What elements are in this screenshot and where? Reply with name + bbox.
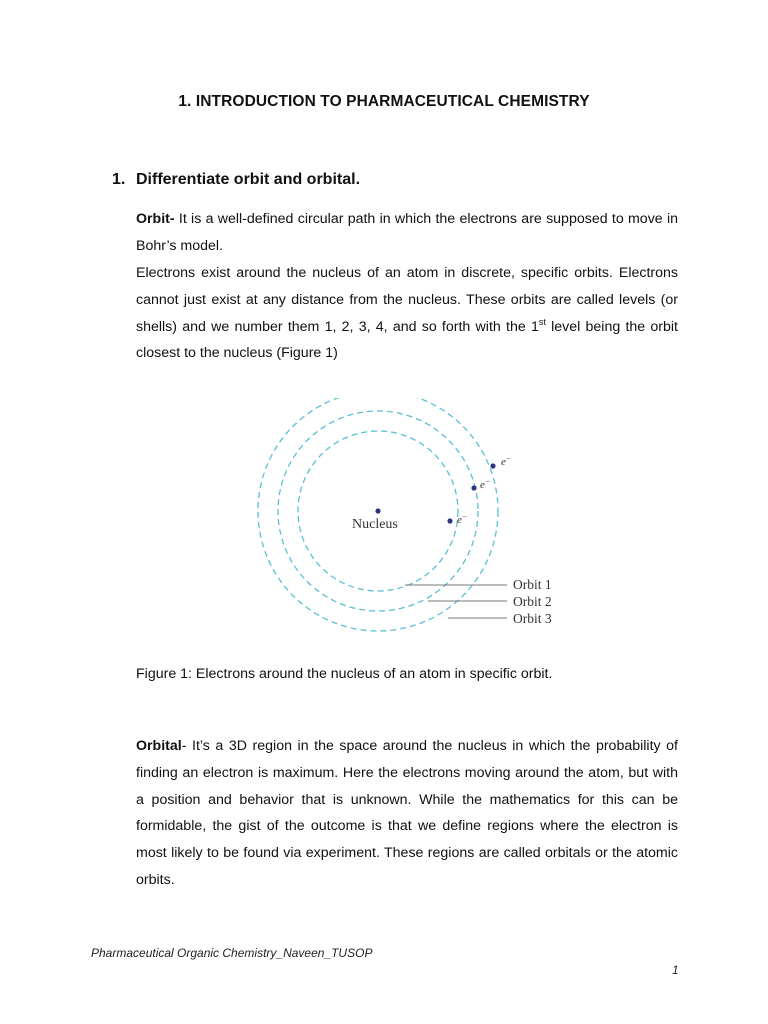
orbit-explanation-paragraph bbox=[136, 260, 678, 367]
electron-1-symbol: e− bbox=[457, 512, 468, 526]
atom-orbit-figure bbox=[245, 398, 575, 638]
orbital-text: - It’s a 3D region in the space around the nucleus in which the probability of finding an electron is maximum. Here the electrons moving around the atom, but with a position and behavior that is unknown. While the mathematics for this can be formidable, the gist of the outcome is that we define regions where the electron is most likely to be found via experiment. These regions are called orbitals or the atomic orbits. bbox=[136, 738, 678, 888]
atom-orbit-diagram bbox=[245, 398, 575, 638]
question-heading bbox=[112, 171, 360, 189]
orbit-1-label: Orbit 1 bbox=[513, 577, 552, 592]
page-number: 1 bbox=[672, 963, 679, 977]
ordinal-superscript: st bbox=[538, 316, 546, 327]
footer-text: Pharmaceutical Organic Chemistry_Naveen_TUSOP bbox=[91, 946, 373, 960]
electron-orbit-2 bbox=[471, 485, 476, 490]
nucleus-dot bbox=[375, 508, 380, 513]
orbital-label: Orbital bbox=[136, 738, 182, 754]
orbit-definition-paragraph bbox=[136, 206, 678, 260]
question-number: 1. bbox=[112, 171, 126, 188]
orbital-paragraph bbox=[136, 733, 678, 894]
document-title: 1. INTRODUCTION TO PHARMACEUTICAL CHEMISTRY bbox=[178, 93, 590, 110]
orbit-label: Orbit- bbox=[136, 211, 175, 227]
orbit-explanation-end: level being the orbit closest to the nucleus (Figure 1) bbox=[136, 318, 678, 362]
orbit-2-label: Orbit 2 bbox=[513, 594, 552, 609]
electron-orbit-1 bbox=[447, 518, 452, 523]
electron-2-symbol: e− bbox=[480, 477, 491, 491]
orbit-3-label: Orbit 3 bbox=[513, 611, 552, 626]
nucleus-label: Nucleus bbox=[352, 517, 398, 532]
electron-3-symbol: e− bbox=[501, 454, 512, 468]
electron-orbit-3 bbox=[490, 463, 495, 468]
orbit-explanation-text: Electrons exist around the nucleus of an atom in discrete, specific orbits. Electrons cannot just exist at any distance from the nucleus. These orbits are called levels (or shells) and we number them 1, 2, 3, 4, and so forth with the 1 bbox=[136, 265, 678, 335]
figure-caption: Figure 1: Electrons around the nucleus of an atom in specific orbit. bbox=[136, 666, 553, 682]
orbit-definition-text: It is a well-defined circular path in which the electrons are supposed to move in Bohr’s model. bbox=[136, 211, 678, 254]
question-text: Differentiate orbit and orbital. bbox=[136, 171, 361, 188]
